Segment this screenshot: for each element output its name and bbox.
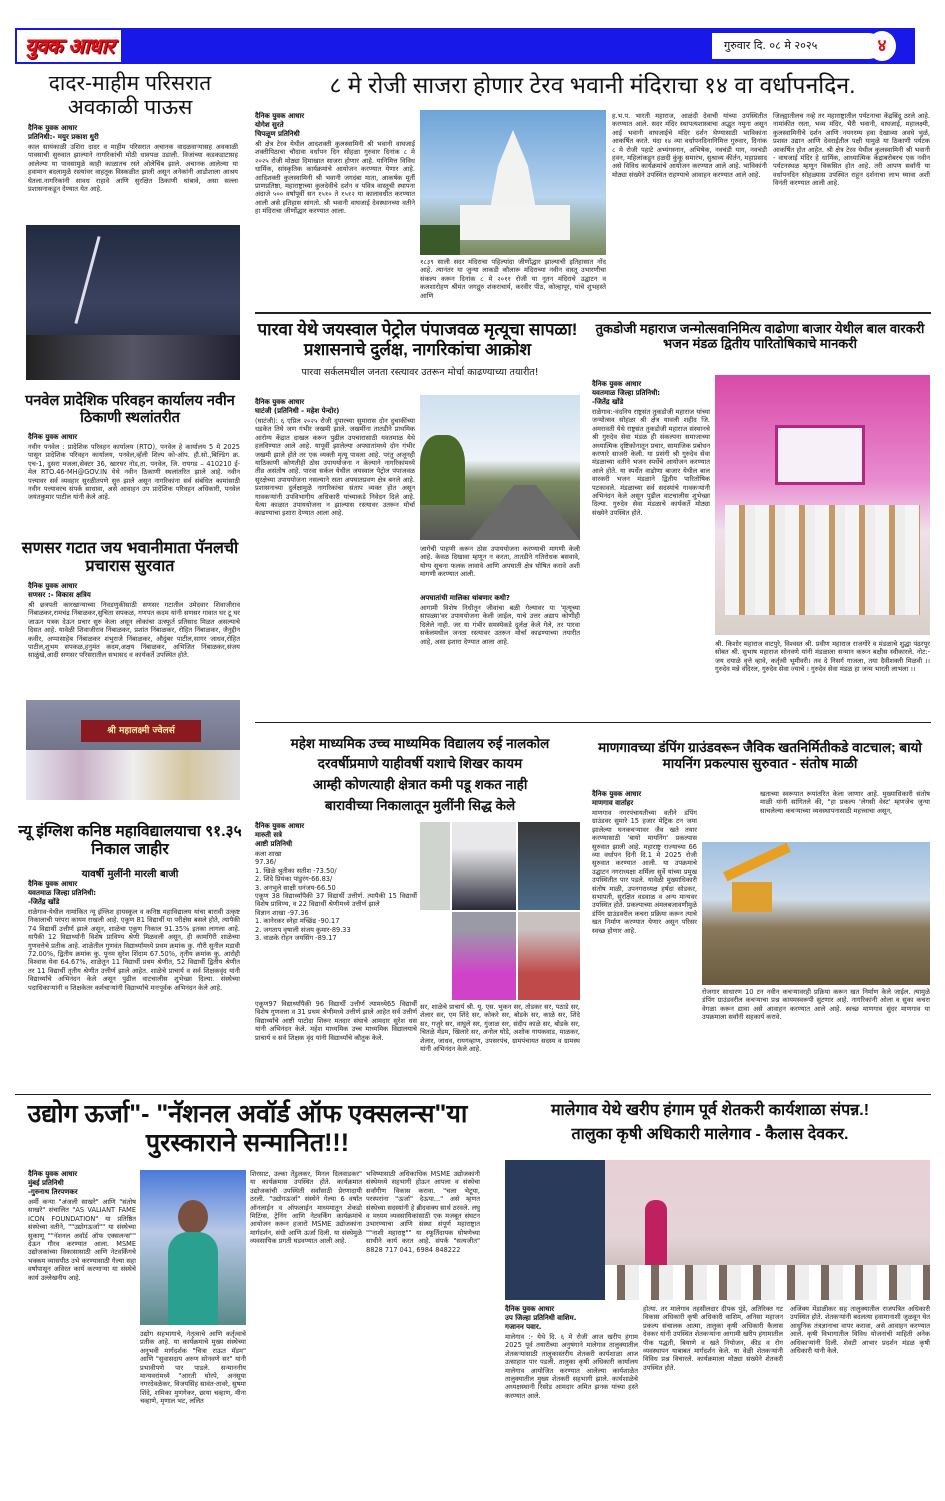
byline: दैनिक युवक आधार (28, 433, 78, 441)
byline: -गुरुनाथ तिरपणकर (28, 1188, 78, 1196)
byline: दैनिक युवक आधार (28, 1170, 78, 1178)
byline: चिपळूण प्रतिनिधी (255, 130, 300, 138)
article-body: श्री क्षेत्र टेरव येथील आदशक्ती कुलस्वामिनी श्री भवानी वाघजाई शक्तीपिठाचा चौदावा वर्धापन दिन सोहळा गुरुवार दिनांक ८ मे २०२५ रोजी मोठ्या दिमाखात साजरा होणार आहे. यानिमित्त विविध धार्मिक, सांस्कृतिक कार्यक्रमांचे आयोजन करण्यात येणार आहे. आदिशक्ती कुलस्वामिनी श्री भवानी जगदंबा माता, आकर्षक मूर्ती प्राणप्रतिष्ठा, महाराष्ट्राच्या कुलदेवीचे दर्शन व पवित्र वास्तूची स्थापना अंदाजे ५०० वर्षांपूर्वी सन १५१० ते १५१२ या कालावधीत करण्यात आली असे इतिहास सांगतो. श्री भवानी वाघजाई देवस्थानच्या वतीने हा मंदिराचा जीर्णोद्धार करण्यात आला. (255, 140, 415, 216)
article-body: रोजगार साधारण 10 टन नवीन कचऱ्यावरही प्रक्रिया करून खत निर्माण केले जाईल. त्यामुळे डंपिंग ग्राउंडवरील कचऱ्याचा प्रश्न कायमस्वरूपी सुटणार आहे. नागरिकांनी ओला व सुका कचरा वेगळा करून द्यावा असे आवाहन करण्यात आले आहे. स्वच्छ माणगाव सुंदर माणगाव या उपक्रमाला सर्वांनी सहकार्य करावे. (702, 988, 930, 1022)
article-body: १८३९ साली सदर मंदिराचा पहिल्यांदा जीर्णोद्धार झाल्याची इतिहासात नोंद आहे. त्यानंतर या जुन्या लाकडी कौलारू मंदिराच्या नवीन वास्तू उभारणीचा संकल्प करून दिनांक ८ मे २०११ रोजी या नूतन मंदिराचे उद्घाटन व कलशारोहण श्रीमंत जगद्गुरु शंकराचार्य, करवीर पीठ, कोल्हापूर, यांचे शुभहस्ते आणि (420, 258, 606, 300)
page-number: ४ (868, 31, 896, 61)
student-photo (518, 912, 580, 1000)
newspaper-logo: युवक आधार (17, 30, 121, 62)
headline-mangaon: माणगावच्या डंपिंग ग्राउंडवरून जैविक खतनिर्मितीकडे वाटचाल; बायो मायनिंग प्रकल्पास सुरुवात - संतोष माळी (598, 740, 922, 771)
byline: गजानन पवार. (505, 1323, 542, 1331)
byline: दैनिक युवक आधार (28, 124, 78, 132)
headline-mahesh-4: बारावीच्या निकालातून मुलींनी सिद्ध केले (324, 798, 516, 813)
byline: उप जिल्हा प्रतिनिधी वाशिम. (505, 1314, 577, 1322)
photo-temple (420, 110, 606, 255)
byline: दैनिक युवक आधार (505, 1305, 555, 1313)
article-body: अर्मी कन्या "अंजली साखरे" आणि "संतोष साखरे" संचालित "AS VALIANT FAME ICON FOUNDATION" या प्रतिष्ठित संस्थेच्या वतीने, ""उद्योगऊर्जा"" या संस्थेच्या सुकाणू ""नॅशनल अवॉर्ड ऑफ एक्सलन्स"" देऊन गौरव करण्यात आला. MSME उद्योजकांच्या विकासासाठी आणि नेटवर्किंगचे भक्कम व्यासपीठ उभे करण्यासाठी गेल्या सहा वर्षांपासून अविरत कार्य करणाऱ्या या संस्थेचे कार्य उल्लेखनीय आहे. (28, 1198, 136, 1282)
article-body: भविष्यासाठी अधिकाधिक MSME उद्योजकांनी संस्थेमध्ये सहभागी होऊन आपला व संस्थेचा सर्वांगीण विकास करावा. "चला भेटूया, परस्परांना "ऊर्जा" देऊया..." असे म्हणत संस्थेच्या सदस्यांनी हे ब्रीदवाक्य सार्थ ठरवले. लघु व मध्यम व्यवसायिकांसाठी एक मजबूत संघटन उभारण्याचा आणि संस्था संपूर्ण महाराष्ट्रात ""नाशी महाराष्ट्र"" या स्फूर्तिदायक घोषणेच्या साथीने कार्य करत आहे. संपर्क "सत्यजीत" 8828 717 041, 6984 848222 (366, 1170, 480, 1254)
photo-farmer-workshop (505, 1160, 930, 1300)
photo-lightning-storm (26, 225, 240, 380)
article-body: आगामी विशेष निधीतून जीवांचा बळी गेल्यावर या 'मृत्यूच्या सापळ्या'वर उपाययोजना केली जाईल, याचे उत्तर अद्याप कोणीही दिलेले नाही. जर या गंभीर समस्येकडे दुर्लक्ष केले गेले, तर पारवा सर्कलमधील जनता रस्त्यावर उतरून मोर्चा काढण्याच्या तयारीत आहे, असा इशारा देण्यात आला आहे. (420, 604, 580, 646)
headline-mahesh-2: दरवर्षीप्रमाणे याहीवर्षी यशाचे शिखर कायम (317, 756, 523, 771)
result-line: विज्ञान शाखा -97.36 (255, 908, 309, 917)
article-body: राळेगाव-येथील नामांकित न्यू इंग्लिश हायस्कूल व कनिष्ठ महाविद्यालय यांचा बारावी उत्कृष्ट निकालाची परंपरा कायम राखली आहे. एकूण 81 विद्यार्थी या परीक्षेस बसले होते, त्यापैकी 74 विद्यार्थी उत्तीर्ण झाले असून, शाळेचा एकूण निकाल 91.35% इतका लागला आहे. यापैकी 12 विद्यार्थ्यांनी विशेष प्राविण्य श्रेणी मिळवली असून, ही कामगिरी शाळेच्या गुणवत्तेचे प्रतीक आहे. शाळेतील गुणवंत विद्यार्थ्यांमध्ये प्रथम क्रमांक कु. गौरी सुनील मडावी 72.00%, द्वितीय क्रमांक कु. पूनम सुरेश शिंदाम 67.50%, तृतीय क्रमांक कु. आरोही विश्वास येवा 64.67%, शाळेतून 11 विद्यार्थी प्रथम श्रेणीत, 52 विद्यार्थी द्वितीय श्रेणीत तर 11 विद्यार्थी तृतीय श्रेणीत उत्तीर्ण झाले आहेत. शाळेचे प्राचार्य व सर्व शिक्षकवृंद यांनी विद्यार्थ्यांचे अभिनंदन केले असून पुढील वाटचालीस शुभेच्छा दिल्या. संस्थेच्या पदाधिकाऱ्यांनी व शिक्षकेतर कर्मचाऱ्यांनी विद्यार्थ्यांचे मनःपूर्वक अभिनंदन केले आहे. (28, 908, 240, 992)
article-body: जागेची पाहणी करून ठोस उपाययोजना करण्याची मागणी केली आहे. केवळ दिखावा म्हणून न करता, तातडीने गतिरोधक बसवावे, योग्य सूचना फलक लावावे आणि अपघाती क्षेत्र घोषित करावे अशी मागणी करण्यात आली. (420, 545, 580, 579)
result-line: 1. खिळे श्रुतीका सतीश -73.50/ (255, 866, 337, 875)
photo-award-recipient (140, 1170, 246, 1325)
headline-tukdoji: तुकडोजी महाराज जन्मोत्सवानिमित्य वाढोणा बाजार येथील बाल वारकरी भजन मंडळ द्वितीय पारितोषिकाचे मानकरी (595, 321, 925, 351)
byline: मारुती सत्रे (255, 831, 283, 839)
article-body: (घाटंजी): ६ एप्रिल २०२५ रोजी दुपारच्या सुमारास दोन दुचाकींच्या धडकेत तिघे जण गंभीर जखमी झाले. जखमींना तातडीने प्राथमिक आरोग्य केंद्रात दाखल करून पुढील उपचारासाठी यवतमाळ येथे हलविण्यात आले आहे. यापूर्वी झालेल्या अपघातांमध्ये दोन गंभीर जखमी झाले होते तर एक व्यक्ती मृत्यू पावला आहे. परंतु अजूनही याठिकाणी कोणतीही ठोस उपाययोजना न केल्याने नागरिकांमध्ये तीव्र असंतोष आहे. पारवा सर्कल येथील जयस्वाल पेट्रोल पंपाजवळ सुरक्षेच्या उपाययोजना नसल्याने रस्ता अपघातप्रवण क्षेत्र बनले आहे. प्रशासनाच्या दुर्लक्षामुळे नागरिकांचा संताप व्यक्त होत असून गावकऱ्यांनी उपविभागीय अधिकारी यांच्याकडे निवेदन दिले आहे. येत्या काळात उपाययोजना न झाल्यास रस्त्यावर उतरून मोर्चा काढण्याचा इशारा देण्यात आला आहे. (255, 417, 415, 518)
article-body: शिरसाट, उल्का तेंडुलकर, मिनल दिलवाडकर" या कार्यक्रमास उपस्थित होते. कार्यक्रमात उद्योजकांची उपस्थिती सर्वांसाठी प्रेरणादायी ठरली. "उद्योगऊर्जा" संस्थेने गेल्या 6 वर्षांत ऑनलाईन व ऑफलाईन माध्यमातून शेकडो मिटिंग्स, ट्रेनिंग आणि नेटवर्किंग कार्यक्रमांचे आयोजन करून हजारो MSME उद्योजकांना मार्गदर्शन, संधी आणि ऊर्जा दिली. या संस्थेमुळे व्यवसायिक प्रगती घडवण्यात आली आहे. (250, 1170, 362, 1246)
headline-dadar: दादर-माहीम परिसरात अवकाळी पाऊस (48, 72, 212, 120)
byline: दैनिक युवक आधार (592, 790, 642, 798)
byline: -जितेंद्र खोंडे (28, 898, 60, 906)
byline: दैनिक युवक आधार (255, 112, 305, 120)
photo-dumping-ground (702, 842, 930, 985)
photo-road (420, 395, 580, 540)
byline: दैनिक युवक आधार (28, 582, 78, 590)
byline: दैनिक युवक आधार (28, 880, 78, 888)
article-body: श्री छत्रपती कारखान्याच्या निवडणुकीसाठी सणसर गटातील उमेदवार शिवाजीराव निंबाळकर,रामचंद्र निंबाळकर,सुचिता सपकळ, गणपत कदम यांनी सणसर गावात घर टू घर जाऊन पत्रक देऊन प्रचार सुरु केला असून लोकांचा उत्स्फूर्त प्रतिसाद मिळत असल्याचे दिसत आहे. यावेळी शिवाजीराव निंबाळकर, प्रशांत निंबाळकर, रोहित निंबाळकर, जैनुद्दीन कवीर, अप्पासाहेब निंबाळकर शंभुराजे निंबाळकर, औदुंबर पाटील,सागर जाधव,रोहित पाटील,शुभम सपकळ,हनुमंत कदम,अक्षय निंबाळकर, अभिजित निंबाळकर,संजय साळुंखे,आदी सणसर परिसरातील सभासद व कार्यकर्ते उपस्थित होते. (28, 601, 240, 660)
shop-banner: श्री महालक्ष्मी ज्वेलर्स (81, 720, 201, 742)
result-line: 2. जगताप वृषाली संजय कुमार-89.33 (255, 925, 351, 934)
student-photo (452, 822, 516, 910)
headline-malegaon-2: तालुका कृषी अधिकारी मालेगाव - कैलास देवकर. (571, 1126, 849, 1143)
article-body: ह.भ.प. भारती महाराज, आळंदी देवाची यांच्या उपस्थितीत करण्यात आले. सदर मंदिर स्थापत्यशास्त्राचा अद्भुत नमुना असून आई भवानी वाघजाईचे मंदिर दर्शन घेण्यासाठी भाविकांना आकर्षित करते. यंदा १४ व्या वर्धापनदिनानिमित्त गुरुवार, दिनांक ८ मे रोजी पहाटे अभ्यंगस्नान, अभिषेक, नवचंडी याग, नवचंडी हवन, महिलांकडून हळदी कुंकू समारंभ, सुश्राव्य कीर्तन, महाप्रसाद असे विविध कार्यक्रमांचे आयोजन करण्यात आले आहे. भाविकांनी मोठ्या संख्येने उपस्थित राहण्याचे आवाहन करण्यात आले आहे. (612, 112, 767, 179)
headline-udyog-urja: उद्योग ऊर्जा"- "नॅशनल अवॉर्ड ऑफ एक्सलन्स"या पुरस्काराने सन्मानित!!! (27, 1100, 468, 1157)
result-line: एकूण 38 विद्यार्थ्यांपैकी 37 विद्यार्थी उत्तीर्ण. त्यापैकी 15 विद्यार्थी विशेष प्राविण्य, व 22 विद्यार्थी श्रेणीमध्ये उत्तीर्ण झाले (255, 892, 417, 909)
byline: मुंबई प्रतिनिधी (28, 1179, 64, 1187)
article-body: जिल्ह्यातीलच नव्हे तर महाराष्ट्रातील पर्यटनाचा केंद्रबिंदू ठरले आहे. नामांकीत रस्ता, भव्य मंदिर, भैरी भवानी, वाघजाई, महालक्ष्मी, कुलस्वामिनीचे दर्शन आणि नयनरम्य हवा देखाव्या अवघे भुर्ळ, प्रशस्त उद्यान आणि देवराईतील पक्षी यामुळे या ठिकाणी पर्यटक आकर्षित होत आहेत. श्री क्षेत्र टेरव येथील कुलस्वामिनी श्री भवानी - वाघजाई मंदिर हे धार्मिक, आध्यात्मिक केंद्राबरोबरच एक नवीन पर्यटनस्थळ म्हणून विकसित होत आहे. तरी आपण सर्वांनी या वर्धापनदिन सोहळ्यास उपस्थित राहून दर्शनाचा लाभ घ्यावा अशी विनंती करण्यात आली आहे. (773, 112, 930, 188)
student-photo (518, 822, 580, 910)
article-body: सर, शाळेचे प्राचार्य श्री. यू. एस. भुकन सर, तोडकर सर, पठाडे सर, शेलार सर, एम शिंदे सर, कोकरे सर, बोडके सर, काळे सर, शिंदे सर, गजुरे सर, वाघुले सर, गुंजाळ सर, संदीप काळे सर, बोडके सर, चितळे मॅडम, खिलारे सर, अनोल घोडे, अशोक गायकवाड, माळकर, शेलार, जाधव, रायगव्हाण, उपसरपंच, ग्रामपंचायत सदस्य व ग्रामस्थ यांनी अभिनंदन केले आहे. (420, 1003, 580, 1054)
byline: घाटंजी (प्रतिनिधी - महेश पेन्दोर) (255, 407, 340, 415)
byline: सणसर :- विकास क्षत्रिय (28, 591, 91, 599)
student-photo (452, 912, 516, 1000)
byline: दैनिक युवक आधार (255, 822, 305, 830)
article-body: खताच्या स्वरूपात रूपांतरित केला जाणार आहे. मुख्याधिकारी संतोष माळी यांनी सांगितले की, "हा प्रकल्प 'लेगसी वेस्ट' म्हणजेच जुन्या साचलेल्या कचऱ्याच्या व्यवस्थापनासाठी महत्त्वाचा असून, (760, 790, 930, 815)
result-line: 2. शिंदे प्रियंका पांडुरंग-66.83/ (255, 875, 333, 884)
headline-terav-temple: ८ मे रोजी साजरा होणार टेरव भवानी मंदिराचा १४ वा वर्धापनदिन. (329, 72, 856, 98)
article-body: उद्योग सहभागाचे, नेतृत्वाचे आणि कर्तृत्वाचे प्रतीक आहे. या कार्यक्रमाचे मुख्य संस्थेच्या अनुभवी मार्गदर्शक "चित्रा राऊत मॅडम" आणि "सुवासदाय अरुण सोनवणे सर" यांनी प्रभावीपणे पार पाडले. सन्माननीय मान्यवरांमध्ये "आरती घोरपे, अनसूया नगरदेवळेकर, विजयसिंह सावंत-तावरे, सुषमा शिंदे, शमिका मुणगेकर, छाया चव्हाण, मीना चव्हाणे, मृणाल भट, ललित (140, 1330, 246, 1406)
headline-mahesh-3: आम्ही कोणत्याही क्षेत्रात कमी पडू शकत नाही (312, 777, 528, 792)
article-body: मालेगाव :- येथे दि. ६ मे रोजी आज खरीप हंगाम 2025 पूर्व तयारीच्या अनुषंगाने मालेगाव तालुक्यातील शेतकऱ्यांसाठी तालुकास्तरीय शेतकरी कार्यशाळा आज उत्साहात पार पडली. तालुका कृषी अधिकारी कार्यालय मालेगाव आयोजित करण्यात आलेल्या कार्यशाळेत तालुक्यातील मुख्य शेतकरी सहभागी झाले. कार्यशाळेचे अध्यक्षस्थानी रिसोड आमदार अमित झनक यांच्या हस्ते करण्यात आले. (505, 1333, 638, 1400)
result-line: 3. अनभुले साक्षी धनंजय-66.50 (255, 883, 336, 892)
headline-mahesh-1: महेश माध्यमिक उच्च माध्यमिक विद्यालय रुई नालकोल (290, 736, 550, 751)
article-body: काल सायंकाळी उशिरा दादर व माहीम परिसरात अचानक वादळवाऱ्यासह अवकाळी पावसाची सुरुवात झाल्याने नागरिकांची मोठी धावपळ उडाली. विजांच्या कडकडाटासह आलेल्या या पावसामुळे काही काळातच रस्ते ओलेचिंब झाले. अचानक आलेल्या या हवामान बदलामुळे रस्त्यांवर वाहतूक विस्कळीत झाली असून अनेकांनी आडोशाला आश्रय घेतला.नागरिकांनी सावध राहावे आणि सुरक्षित ठिकाणी थांबावे, असा सल्ला प्रशासनाकडून देण्यात येत आहे. (28, 143, 238, 194)
headline-malegaon-1: मालेगाव येथे खरीप हंगाम पूर्व शेतकरी कार्यशाळा संपन्न.! (550, 1102, 870, 1119)
divider (15, 1094, 931, 1095)
byline: दैनिक युवक आधार (592, 380, 642, 388)
article-body: माणगाव नगरपंचायतीच्या वतीने डंपिंग ग्राउंडवर सुमारे 15 हजार मेट्रिक टन जमा झालेल्या घनकचऱ्यावर जैव खते तयार करण्यासाठी 'बायो मायनिंग' प्रकल्पास सुरुवात झाली आहे. महाराष्ट्र राज्याच्या 66 व्या वर्धापन दिनी दि.1 मे 2025 रोजी सुरुवात करण्यात आली. या उपक्रमाचे उद्घाटन नगराध्यक्षा शर्मिला सुर्वे यांच्या प्रमुख उपस्थितीत पार पडले. यावेळी मुख्याधिकारी संतोष माळी, उपनगराध्यक्ष हर्षदा सोडकर, सभापती, सुरक्षित वडवाळ व अन्य मान्यवर उपस्थित होते. प्रकल्पाच्या अंमलबजावणीमुळे डंपिंग ग्राउंडवरील कचरा प्रक्रिया करून त्याचे खत निर्माण करण्यात येणार असून परिसर स्वच्छ होणार आहे. (592, 809, 697, 935)
article-body: राळेगाव:-वंदनिय राष्ट्रसंत तुकडोजी महाराज यांच्या जन्मोत्सव सोहळा श्री क्षेत्र यावली शहीद जि. अमरावती येथे राष्ट्रसंत तुकडोजी महाराज संस्थानचे श्री गुरुदेव सेवा मंडळ ही संकल्पना समाजाच्या अध्यात्मिक दृष्टिकोनातून प्रचार, सामाजिक प्रबोधन करणारे साजरी केली. या प्रसंगी श्री गुरुदेव सेवा मंडळाच्या वतीने भजन स्पर्धेचे आयोजन करण्यात आले होते. या स्पर्धेत वाढोणा बाजार येथील बाल वारकरी भजन मंडळाने द्वितीय पारितोषिक पटकावले. मंडळाच्या सर्व सदस्यांचे गावकऱ्यांनी अभिनंदन केले असून पुढील वाटचालीस शुभेच्छा दिल्या. गुरुदेव सेवा मंडळाचे कार्यकर्ते मोठ्या संख्येने उपस्थित होते. (592, 408, 710, 517)
byline: योगेश सुरते (255, 121, 284, 129)
article-body: अजिंक्य मेंडाळीकर सह तालुक्यातील राजपत्रित अधिकारी उपस्थित होते. शेतकऱ्यांनी बदलत्या हवामानाशी जुळवून घेत आधुनिक तंत्रज्ञानाचा वापर करावा, असे आवाहन करण्यात आले. कृषी विभागातील विविध योजनांची माहिती अनेक अधिकाऱ्यांनी दिली. शेवटी आभार प्रदर्शन मंडळ कृषी अधिकारी यांनी केले. (790, 1305, 930, 1356)
result-line: 3. वाळके रोहन जयसिंग -89.17 (255, 934, 337, 943)
byline: -जितेंद्र खोंडे (592, 398, 624, 406)
issue-date: गुरुवार दि. ०८ मे २०२५ (712, 33, 882, 59)
byline: यवतमाळ जिल्हा प्रतिनिधी: (592, 389, 661, 397)
headline-panvel: पनवेल प्रादेशिक परिवहन कार्यालय नवीन ठिकाणी स्थलांतरीत (25, 393, 235, 426)
article-body: एकूण97 विद्यार्थ्यांपैकी 96 विद्यार्थी उत्तीर्ण त्यामध्ये65 विद्यार्थी विशेष गुणवत्ता व 31 प्रथम श्रेणीमध्ये उत्तीर्ण झाले आहेत सर्व उत्तीर्ण विद्यार्थ्यांचे आष्टी पाटोदा शिरूर मतदार संघाचे आमदार सुरेश धस यांनी अभिनंदन केले. महेश माध्यमिक उच्च माध्यमिक विद्यालयाचे प्राचार्य व सर्व शिक्षक वृंद यांनी विद्यार्थ्यांचे कौतुक केले. (255, 1000, 417, 1042)
article-body: होत्या. तर मालेगाव तहसीलदार दीपक पुंडे, अतिरिक्त गट विकास अधिकारी कृषी अधिकारी वाशिम, अनिसा महाजन प्रकल्प संचालक आत्मा, तालुका कृषी अधिकारी कैलास देवकर यांनी उपस्थित शेतकऱ्यांना आगामी खरीप हंगामातील पीक पद्धती, बियाणे व खते नियोजन, कीड व रोग व्यवस्थापन याबाबत मार्गदर्शन केले. या वेळी शेतकऱ्यांनी विविध प्रश्न विचारले. कार्यक्रमाला मोठ्या संख्येने शेतकरी उपस्थित होते. (643, 1305, 783, 1372)
byline: प्रतिनिधी:- मयुर प्रकाश धुरी (28, 133, 99, 141)
result-line: कला शाखा (255, 850, 282, 858)
headline-sansar: सणसर गटात जय भवानीमाता पॅनलची प्रचारास सुरवात (21, 540, 239, 576)
student-photo (420, 822, 450, 910)
subheadline: पारवा सर्कलमधील जनता रस्त्यावर उतरून मोर्चा काढण्याच्या तयारीत! (301, 367, 539, 378)
result-line: 97.36/ (255, 858, 277, 867)
photo-campaign-group (26, 700, 240, 800)
photo-bhajan-mandal-award (715, 375, 930, 635)
byline: यवतमाळ जिल्हा प्रतिनिधी: (28, 889, 97, 897)
subheadline: यावर्षी मुलींनी मारली बाजी (81, 869, 179, 880)
headline-new-english: न्यू इंग्लिश कनिष्ठ महाविद्यालयाचा ९१.३५ निकाल जाहीर (18, 823, 242, 858)
photo-caption: श्री. किशोर महाराज वाटपुरे, विश्वस्त श्री. प्रवीण महाराज राजगोरे व मंडळाचे शुद्धा पंढरपूर सोबत श्री. सुभाष महाराज सोनवणे यांनी मंडळाला सन्मान करून बक्षीस स्वीकारले. नोट:- जय दयाळे वृत्ते व्हावे, कर्तृत्वी भूमीवरी। तव दे निसर्ग गाजला, तया दैवीशक्ती मिळवी ।। गुरुदेव मन्ने वंदिरल, गुरुदेव सेवा ज्याचे । गुरुदेव सेवा मंडळ हा जन्म भारती लाभला ।। (715, 640, 930, 674)
result-line: 1. कानेरकर स्नेहा मच्छिंद्र -90.17 (255, 917, 340, 926)
divider (255, 312, 931, 314)
headline-parwa: पारवा येथे जयस्वाल पेट्रोल पंपाजवळ मृत्यूचा सापळा! प्रशासनाचे दुर्लक्ष, नागरिकांचा आक्रोश (257, 320, 578, 359)
byline: दैनिक युवक आधार (255, 398, 305, 406)
section-subheading: अपघातांची मालिका थांबणार कधी? (420, 594, 510, 602)
article-body: नवीन पनवेल : प्रादेशिक परिवहन कार्यालय (RTO), पनवेल हे कार्यालय 5 मे 2025 पासून प्रादेशिक परिवहन कार्यालय, पनवेल,व्हॅली शिल्प को-ऑप. हौ.सो.,बिल्डिंग क्र. एच-1, दुसरा मजला,सेक्टर 36, खारघर नोड,ता. पनवेल, जि. रायगड – 410210 ई-मेल RTO.46-MH@GOV.IN येथे नवीन ठिकाणी स्थलांतरित झाले आहे. नवीन पत्त्यावर सर्व व्यवहार सुरळीतपणे सुरु झाले असून नागरिकांना सर्व संबंधित कामांसाठी नवीन पत्त्यावरच संपर्क साधावा, असे आवाहन उप प्रादेशिक परिवहन अधिकारी, पनवेल जयंतकुमार पाटील यांनी केले आहे. (28, 443, 240, 502)
byline: आष्टी प्रतिनिधी (255, 840, 293, 848)
results-list (255, 850, 417, 942)
byline: माणगाव वार्ताहर (592, 799, 634, 807)
divider (255, 722, 931, 723)
